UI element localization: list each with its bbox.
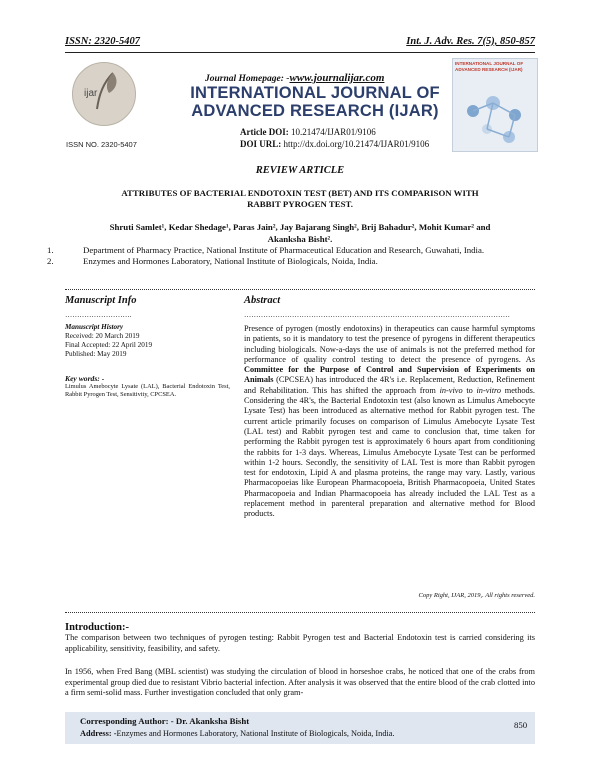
keywords-text: Limulus Amebocyte Lysate (LAL), Bacterial Endotoxin Test, Rabbit Pyrogen Test, Sensitivity, CPCSEA. (65, 383, 230, 399)
manuscript-dots: ………………………. (65, 311, 132, 319)
keywords-label: Key words: - (65, 374, 105, 383)
article-type: REVIEW ARTICLE (255, 165, 345, 176)
logo-emblem-icon (72, 62, 136, 126)
keywords-block (65, 374, 230, 399)
journal-homepage (205, 72, 384, 84)
affiliation-2-text: Enzymes and Hormones Laboratory, National Institute of Biologicals, Noida, India. (83, 256, 378, 266)
affiliation-2-num: 2. (47, 256, 54, 266)
journal-title-line2: ADVANCED RESEARCH (IJAR) (191, 102, 439, 120)
doi-block (240, 126, 429, 150)
affiliations (47, 245, 535, 267)
article-title: ATTRIBUTES OF BACTERIAL ENDOTOXIN TEST (BET) AND ITS COMPARISON WITH RABBIT PYROGEN TEST. (121, 188, 479, 209)
published-date: Published: May 2019 (65, 350, 127, 358)
issn-number: ISSN NO. 2320-5407 (66, 140, 137, 149)
divider-bottom (65, 612, 535, 613)
intro-heading: Introduction:- (65, 622, 129, 633)
affiliation-1-num: 1. (47, 245, 54, 255)
doi-value: 10.21474/IJAR01/9106 (290, 127, 376, 137)
intro-paragraph-1: The comparison between two techniques of pyrogen testing: Rabbit Pyrogen test and Bacterial Endotoxin test is carried considering its applicability, sensitivity, feasibility, and safety. (65, 633, 535, 653)
authors (95, 222, 505, 245)
corresponding-address (80, 729, 395, 738)
received-date: Received: 20 March 2019 (65, 332, 140, 340)
address-text: Enzymes and Hormones Laboratory, National Institute of Biologicals, Noida, India. (116, 729, 395, 738)
accepted-date: Final Accepted: 22 April 2019 (65, 341, 153, 349)
authors-line1: Shruti Samlet¹, Kedar Shedage¹, Paras Jain², Jay Bajarang Singh², Brij Bahadur², Mohit Kumar² and (109, 222, 491, 232)
affiliation-1 (47, 245, 535, 256)
manuscript-info-heading: Manuscript Info (65, 295, 137, 306)
intro-paragraph-2: In 1956, when Fred Bang (MBL scientist) was studying the circulation of blood in horseshoe crabs, he noticed that one of the crabs from experimental group died due to resistant Vibrio bacterial infection. After analysis it was observed that the entire blood of the crab clotted into a firm semi-solid mass. Further investigation concluded that only gram- (65, 667, 535, 697)
manuscript-history-label: Manuscript History (65, 323, 124, 331)
page-number: 850 (514, 720, 528, 730)
cpcsea-bold: Committee for the Purpose of Control and Supervision of Experiments on Animals (244, 365, 535, 385)
doi-label: Article DOI: (240, 127, 289, 137)
address-label: Address: - (80, 729, 117, 738)
doi-url-value[interactable]: http://dx.doi.org/10.21474/IJAR01/9106 (283, 139, 430, 149)
copyright: Copy Right, IJAR, 2019,. All rights reserved. (418, 592, 535, 599)
journal-home-link[interactable]: www.journalijar.com (289, 72, 385, 84)
journal-title-line1: INTERNATIONAL JOURNAL OF (190, 84, 440, 102)
divider-top (65, 289, 535, 290)
journal-title (165, 84, 465, 120)
abstract-heading: Abstract (244, 295, 281, 306)
journal-cover-thumbnail (452, 58, 538, 152)
manuscript-history (65, 323, 230, 359)
citation-header: Int. J. Adv. Res. 7(5), 850-857 (406, 36, 535, 47)
abstract-dots: ………………………………………………………………………………………………… (244, 311, 510, 319)
corresponding-author: Corresponding Author: - Dr. Akanksha Bisht (80, 716, 250, 726)
authors-line2: Akanksha Bisht². (267, 233, 333, 244)
doi-url-label: DOI URL: (240, 139, 282, 149)
issn-header: ISSN: 2320-5407 (65, 36, 140, 47)
affiliation-1-text: Department of Pharmacy Practice, National Institute of Pharmaceutical Education and Research, Guwahati, India. (83, 245, 485, 255)
logo-text: ijar (84, 88, 98, 99)
affiliation-2 (47, 256, 535, 267)
abstract-text: Presence of pyrogen (mostly endotoxins) in therapeutics can cause harmful symptoms in patients, so it is mandatory to test the presence of pyrogens in different therapeutics including biologicals. Now-a-days the use of animals is not the preferred method for performance of quality control testing to detect the presence of pyrogens. As Committee for the Purpose of Control and Supervision of Experiments on Animals (CPCSEA) has introduced the 4R's i.e. Replacement, Reduction, Refinement and Rehabilitation. This has shifted the approach from in-vivo to in-vitro methods. Considering the 4R's, the Bacterial Endotoxin test (also known as Limulus Amebocyte Lysate Test) has been introduced as alternative method for Rabbit pyrogen test. The current article primarily focuses on comparison of Limulus Amebocyte Lysate Test (LAL test) and Rabbit pyrogen test and came to conclusion that, time taken for performing the Rabbit pyrogen test is approximately 6 hours apart from conditioning the rabbits for 1-3 days. Whereas, Limulus Amebocyte Lysate Test can be performed within 1-2 hours. Secondly, the sensitivity of LAL Test is more than Rabbit pyrogen test for endotoxin, Lipid A and plasma proteins, the range may vary. Lastly, various Pharmacopoeias like European Pharmacopoeia, British Pharmacopoeia, United States Pharmacopoeia and Indian Pharmacopoeia has already included the LAL Test as a replacement method in parenteral preparation and alternative method for Blood products. (244, 324, 535, 519)
thumb-title: INTERNATIONAL JOURNAL OF ADVANCED RESEARCH (IJAR) (455, 61, 524, 72)
header-rule (65, 52, 535, 53)
journal-home-label: Journal Homepage: - (205, 74, 290, 84)
